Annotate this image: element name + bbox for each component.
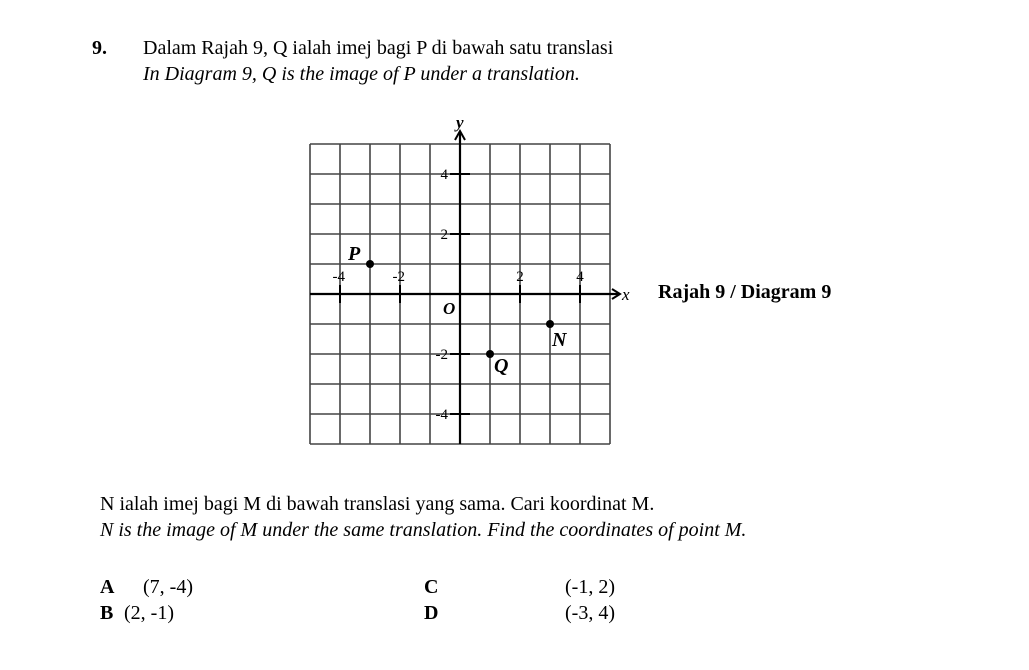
- y-tick-label: 2: [440, 227, 448, 243]
- option-d-letter: D: [424, 602, 439, 624]
- option-c-value: (-1, 2): [565, 576, 615, 598]
- x-tick-label: -2: [392, 269, 405, 285]
- option-b-value: (2, -1): [124, 602, 174, 624]
- y-tick-label: -4: [435, 407, 448, 423]
- option-a-letter: A: [100, 576, 115, 598]
- question-text-malay: Dalam Rajah 9, Q ialah imej bagi P di bawah satu translasi: [143, 37, 614, 59]
- point-n-label: N: [552, 329, 567, 351]
- x-tick-label: -4: [332, 269, 345, 285]
- y-tick-label: 4: [440, 167, 448, 183]
- x-tick-label: 2: [516, 269, 524, 285]
- point-q-label: Q: [494, 355, 509, 377]
- option-c-letter: C: [424, 576, 439, 598]
- option-b-letter: B: [100, 602, 114, 624]
- diagram-caption: Rajah 9 / Diagram 9: [658, 281, 832, 303]
- prompt-text-malay: N ialah imej bagi M di bawah translasi yang sama. Cari koordinat M.: [100, 493, 655, 515]
- question-text-english: In Diagram 9, Q is the image of P under a translation.: [143, 63, 580, 85]
- option-a-value: (7, -4): [143, 576, 193, 598]
- point-p-label: P: [348, 243, 361, 265]
- y-tick-label: -2: [435, 347, 448, 363]
- point-n: [546, 320, 554, 328]
- question-number: 9.: [92, 37, 107, 59]
- diagram-9-graph: [300, 118, 630, 453]
- x-axis-label: x: [622, 285, 630, 304]
- prompt-text-english: N is the image of M under the same translation. Find the coordinates of point M.: [100, 519, 747, 541]
- option-d-value: (-3, 4): [565, 602, 615, 624]
- x-tick-label: 4: [576, 269, 584, 285]
- origin-label: O: [443, 299, 456, 318]
- y-axis-label: y: [456, 118, 464, 132]
- point-q: [486, 350, 494, 358]
- point-p: [366, 260, 374, 268]
